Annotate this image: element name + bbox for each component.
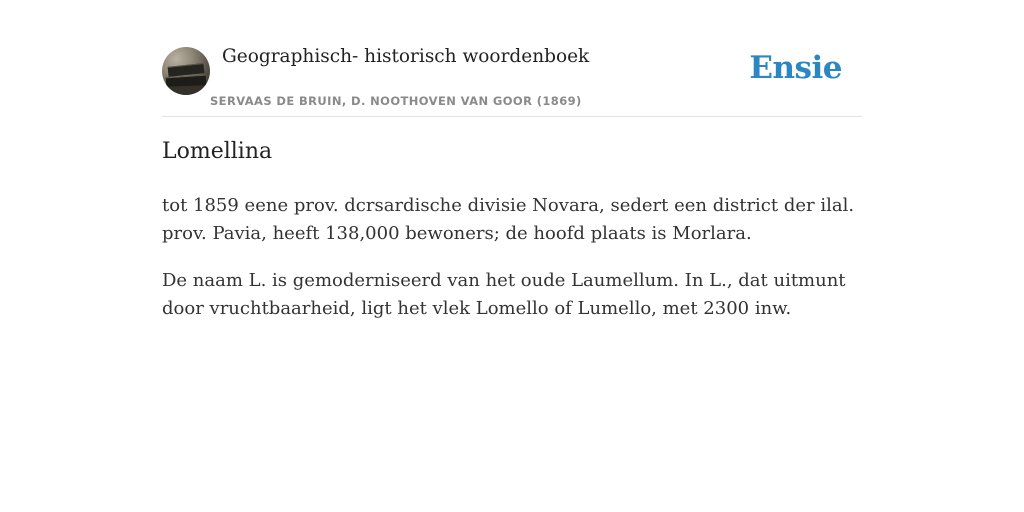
- source-avatar[interactable]: [162, 47, 210, 95]
- entry-content: [162, 192, 862, 342]
- book-image-part: [164, 85, 208, 95]
- entry-paragraph: tot 1859 eene prov. dcrsardische divisie Novara, sedert een district der ilal. prov. Pavia, heeft 138,000 bewoners; de hoofd plaats is Morlara.: [162, 195, 855, 244]
- source-header: [162, 40, 862, 117]
- source-title[interactable]: Geographisch- historisch woordenboek: [222, 46, 590, 67]
- entry-paragraph: De naam L. is gemoderniseerd van het oude Laumellum. In L., dat uitmunt door vruchtbaarheid, ligt het vlek Lomello of Lumello, met 2300 inw.: [162, 270, 846, 319]
- entry-title: Lomellina: [162, 139, 273, 164]
- source-byline: SERVAAS DE BRUIN, D. NOOTHOVEN VAN GOOR (1869): [210, 94, 582, 108]
- brand-logo[interactable]: Ensie: [749, 50, 842, 86]
